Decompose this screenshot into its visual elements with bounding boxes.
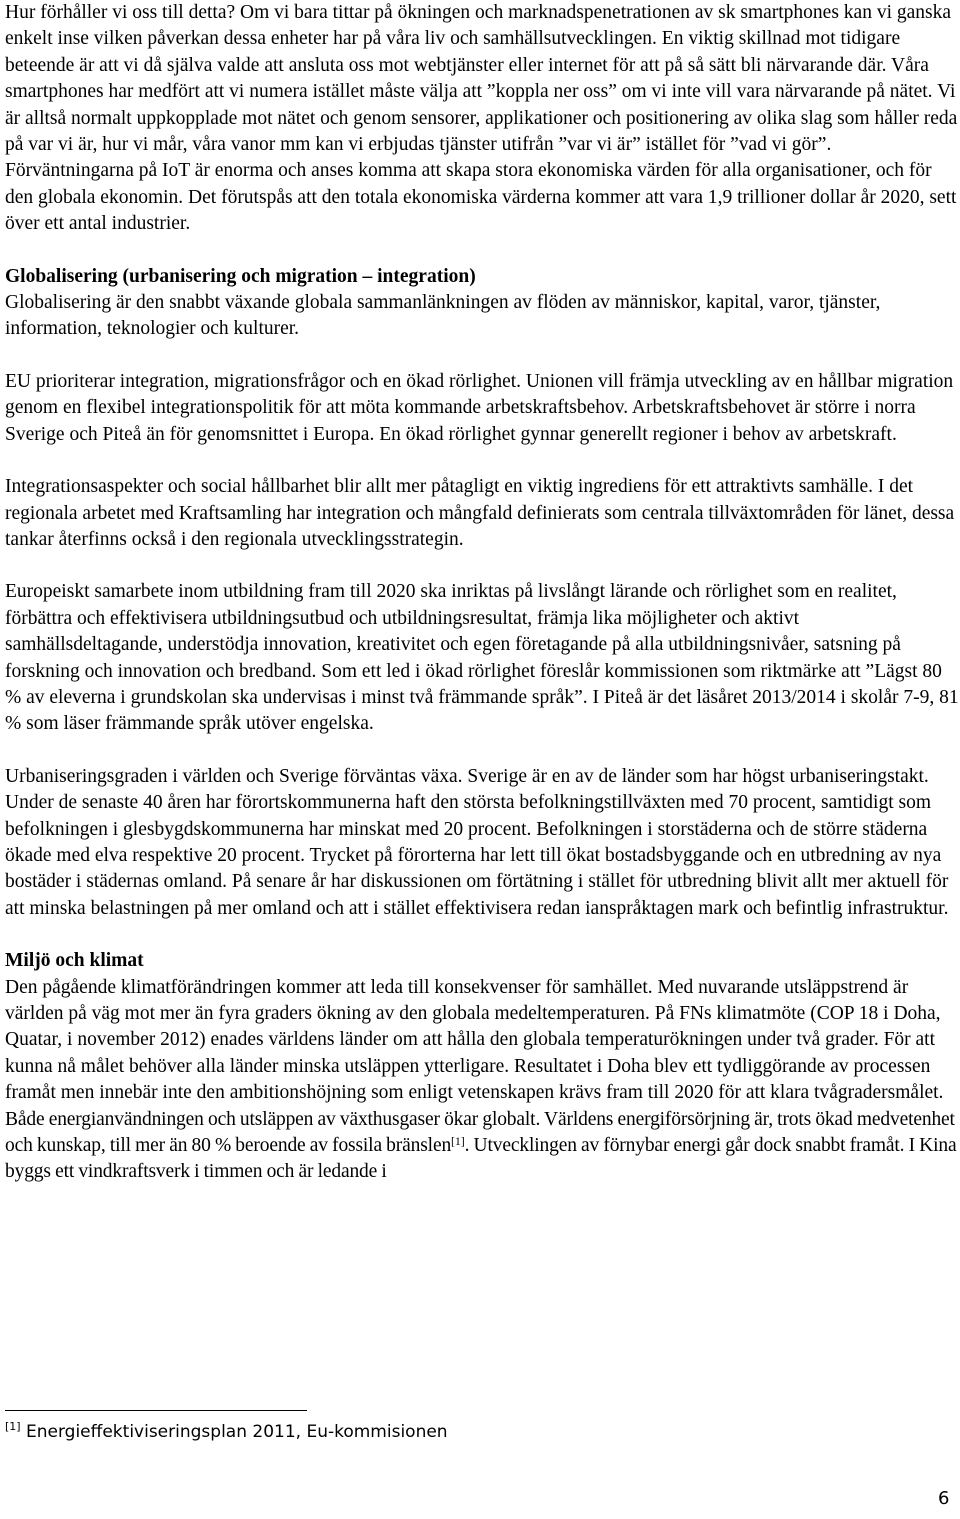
footnote-reference: [1] [451,1134,465,1149]
page-number: 6 [938,1488,950,1509]
document-body [5,0,959,1186]
urbanisation-paragraph: Urbaniseringsgraden i världen och Sverige förväntas växa. Sverige är en av de länder som har högst urbaniseringstakt. Under de senaste 40 åren har förortskommunerna haft den största befolkningstillväxten med 70 procent, samtidigt som befolkningen i glesbygdskommunerna har minskat med 20 procent. Befolkningen i storstäderna och de större städerna ökade med elva respektive 20 procent. Trycket på förorterna har lett till ökat bostadsbyggande och en utbredning av nya bostäder i städernas omland. På senare år har diskussionen om förtätning i stället för utbredning blivit allt mer aktuell för att minska belastningen på mer omland och att i stället effektivisera redan ianspråktagen mark och befintlig infrastruktur. [5,765,949,919]
globalisation-heading: Globalisering (urbanisering och migration – integration) [5,265,476,287]
eu-migration-paragraph: EU prioriterar integration, migrationsfrågor och en ökad rörlighet. Unionen vill främja utveckling av en hållbar migration genom en flexibel integrationspolitik för att möta kommande arbetskraftsbehov. Arbetskraftsbehovet är större i norra Sverige och Piteå än för genomsnittet i Europa. En ökad rörlighet gynnar generellt regioner i behov av arbetskraft. [5,370,954,445]
climate-paragraph-2-text: Både energianvändningen och utsläppen av växthusgaser ökar globalt. Världens energiförsörjning är, trots ökad medvetenhet och kunskap, till mer än 80 % beroende av fossila bränslen [5,1108,955,1157]
footnote [5,1421,448,1443]
climate-heading: Miljö och klimat [5,950,144,972]
footnote-marker: [1] [5,1420,21,1433]
footnote-text: Energieffektiviseringsplan 2011, Eu-kommisionen [20,1422,448,1442]
footnote-divider [5,1410,307,1411]
integration-paragraph: Integrationsaspekter och social hållbarhet blir allt mer påtagligt en viktig ingrediens för ett attraktivts samhälle. I det regionala arbetet med Kraftsamling har integration och mångfald definierats som centrala tillväxtområden för länet, dessa tankar återfinns också i den regionala utvecklingsstrategin. [5,476,955,550]
climate-paragraph-2 [5,1107,959,1186]
education-paragraph: Europeiskt samarbete inom utbildning fram till 2020 ska inriktas på livslångt lärande och rörlighet som en realitet, förbättra och effektivisera utbildningsutbud och utbildningsresultat, främja lika möjligheter och aktivt samhällsdeltagande, understödja innovation, kreativitet och egen företagande på alla utbildningsnivåer, satsning på forskning och innovation och bredband. Som ett led i ökad rörlighet föreslår kommissionen som riktmärke att ”Lägst 80 % av eleverna i grundskolan ska undervisas i minst två främmande språk”. I Piteå är det läsåret 2013/2014 i skolår 7-9, 81 % som läser främmande språk utöver engelska. [5,581,959,735]
climate-paragraph-1: Den pågående klimatförändringen kommer att leda till konsekvenser för samhället. Med nuvarande utsläppstrend är världen på väg mot mer än fyra graders ökning av den globala medeltemperaturen. På FNs klimatmöte (COP 18 i Doha, Quatar, i november 2012) enades världens länder om att hålla den globala temperaturökningen under två grader. För att kunna nå målet behöver alla länder minska utsläppen ytterligare. Resultatet i Doha blev ett tydliggörande av processen framåt men innebär inte den ambitionshöjning som enligt vetenskapen krävs fram till 2020 för att klara tvågradersmålet. [5,976,944,1104]
globalisation-definition-paragraph: Globalisering är den snabbt växande globala sammanlänkningen av flöden av människor, kapital, varor, tjänster, information, teknologier och kulturer. [5,292,881,340]
iot-paragraph: Förväntningarna på IoT är enorma och anses komma att skapa stora ekonomiska värden för alla organisationer, och för den globala ekonomin. Det förutspås att den totala ekonomiska värderna kommer att vara 1,9 trillioner dollar år 2020, sett över ett antal industrier. [5,160,957,235]
climate-paragraph-2-continuation: . Utvecklingen av förnybar energi går dock snabbt framåt. I Kina byggs ett vindkraftsverk i timmen och är ledande i [5,1135,957,1183]
intro-paragraph: Hur förhåller vi oss till detta? Om vi bara tittar på ökningen och marknadspenetrationen av sk smartphones kan vi ganska enkelt inse vilken påverkan dessa enheter har på våra liv och samhällsutvecklingen. En viktig skillnad mot tidigare beteende är att vi då själva valde att ansluta oss mot webtjänster eller internet för att på så sätt bli närvarande där. Våra smartphones har medfört att vi numera istället måste välja att ”koppla ner oss” om vi inte vill vara närvarande på nätet. Vi är alltså normalt uppkopplade mot nätet och genom sensorer, applikationer och positionering av olika slag som håller reda på var vi är, hur vi mår, våra vanor mm kan vi erbjudas tjänster utifrån ”var vi är” istället för ”vad vi gör”. [5,2,958,156]
